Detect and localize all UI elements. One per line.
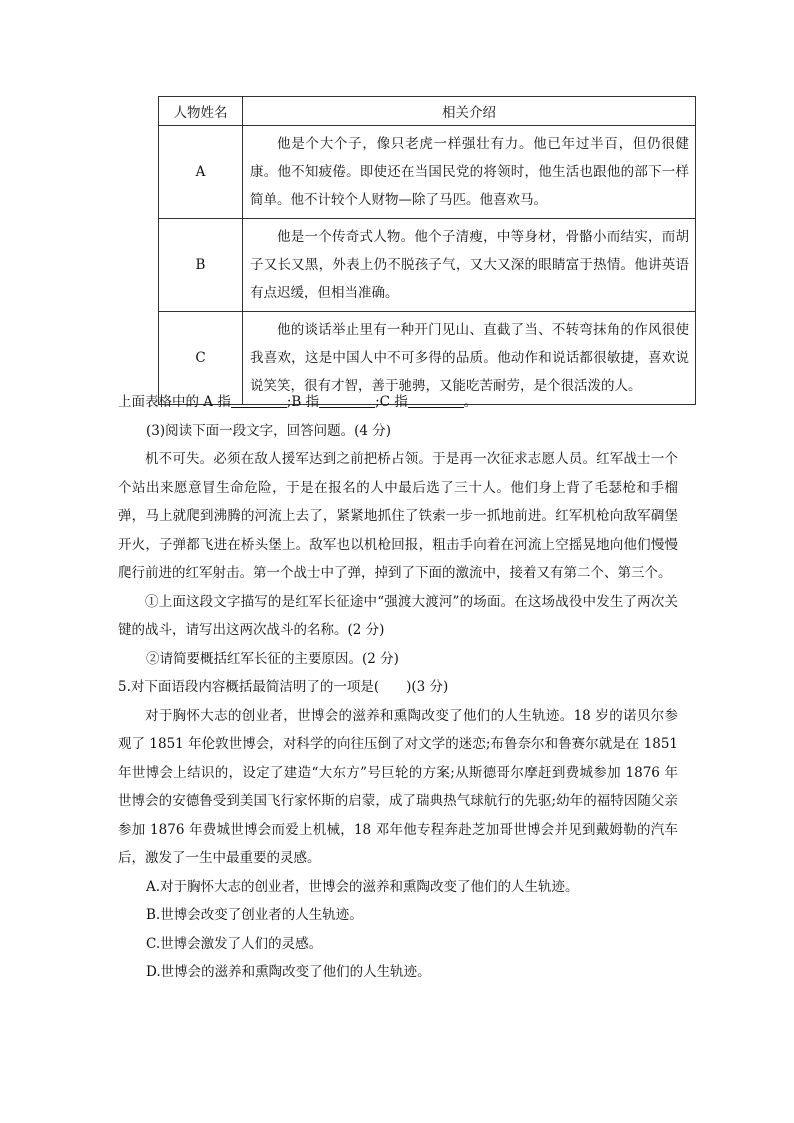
fill-in-line (118, 388, 678, 417)
answer-blank-c[interactable] (408, 393, 464, 408)
q5-heading: 5.对下面语段内容概括最简洁明了的一项是( )(3 分) (118, 679, 449, 695)
fill-end: 。 (463, 394, 478, 410)
q5-option-a: A.对于胸怀大志的创业者，世博会的滋养和熏陶改变了他们的人生轨迹。 (146, 878, 579, 895)
table-header-row (159, 97, 696, 126)
row-intro: 他的谈话举止里有一种开门见山、直截了当、不转弯抹角的作风很使我喜欢，这是中国人中不可多得的品质。他动作和说话都很敏捷，喜欢说说笑笑，很有才智，善于驰骋，又能吃苦耐劳，是个很活泼的人。 (243, 312, 696, 405)
header-intro: 相关介绍 (243, 97, 696, 126)
q5-passage: 对于胸怀大志的创业者，世博会的滋养和熏陶改变了他们的人生轨迹。18 岁的诺贝尔参观了 1851 年伦敦世博会，对科学的向往压倒了对文学的迷恋;布鲁奈尔和鲁赛尔就是在 1851 年世博会上结识的，设定了建造“大东方”号巨轮的方案;从斯德哥尔摩赶到费城参加 1876 年世博会的安德鲁受到美国飞行家怀斯的启蒙，成了瑞典热气球航行的先驱;幼年的福特因随父亲参加 1876 年费城世博会而爱上机械，18 邓年他专程奔赴芝加哥世博会并见到戴姆勒的汽车后，激发了一生中最重要的灵感。 (118, 707, 678, 866)
q3-subquestion-2: ②请简要概括红军长征的主要原因。(2 分) (146, 650, 399, 667)
fill-mid1: ;B 指 (286, 394, 320, 410)
q5-option-c: C.世博会激发了人们的灵感。 (146, 935, 323, 952)
character-table (158, 96, 696, 405)
question-body (118, 388, 678, 987)
row-name: C (159, 312, 243, 405)
fill-prefix: 上面表格中的 A 指 (118, 394, 231, 410)
table-row (159, 219, 696, 312)
q5-option-b: B.世博会改变了创业者的人生轨迹。 (146, 907, 363, 923)
q5-option-d: D.世博会的滋养和熏陶改变了他们的人生轨迹。 (146, 964, 431, 980)
q3-passage: 机不可失。必须在敌人援军达到之前把桥占领。于是再一次征求志愿人员。红军战士一个个站出来愿意冒生命危险，于是在报名的人中最后选了三十人。他们身上背了毛瑟枪和手榴弹，马上就爬到沸腾的河流上去了，紧紧地抓住了铁索一步一抓地前进。红军机枪向敌军碉堡开火，子弹都飞进在桥头堡上。敌军也以机枪回报，粗击手向着在河流上空摇晃地向他们慢慢爬行前进的红军射击。第一个战士中了弹，掉到了下面的激流中，接着又有第二个、第三个。 (118, 451, 678, 581)
row-intro: 他是个大个子，像只老虎一样强壮有力。他已年过半百，但仍很健康。他不知疲倦。即使还在当国民党的将领时，他生活也跟他的部下一样简单。他不计较个人财物—除了马匹。他喜欢马。 (243, 126, 696, 219)
q3-heading: (3)阅读下面一段文字，回答问题。(4 分) (146, 422, 392, 439)
answer-blank-a[interactable] (231, 393, 287, 408)
table-row (159, 126, 696, 219)
q3-subquestion-1: ①上面这段文字描写的是红军长征途中“强渡大渡河”的场面。在这场战役中发生了两次关键的战斗，请写出这两次战斗的名称。(2 分) (118, 593, 678, 638)
row-intro: 他是一个传奇式人物。他个子清瘦，中等身材，骨骼小而结实，而胡子又长又黑，外表上仍不脱孩子气，又大又深的眼睛富于热情。他讲英语有点迟缓，但相当准确。 (243, 219, 696, 312)
answer-blank-b[interactable] (319, 393, 375, 408)
header-name: 人物姓名 (159, 97, 243, 126)
row-name: A (159, 126, 243, 219)
row-name: B (159, 219, 243, 312)
fill-mid2: ;C 指 (375, 394, 408, 410)
